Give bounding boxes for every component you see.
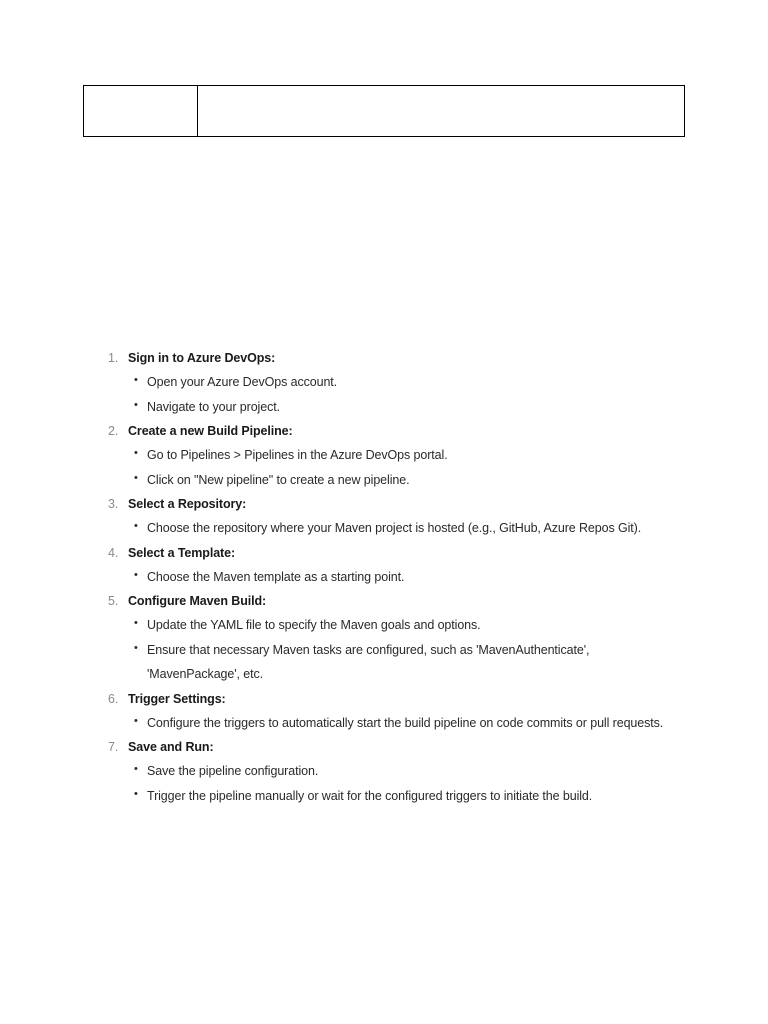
sub-list-item: • Click on "New pipeline" to create a new pipeline. [133, 468, 708, 493]
step-item [108, 735, 708, 808]
step-title: Trigger Settings: [128, 691, 226, 706]
sub-list-item: • Trigger the pipeline manually or wait for the configured triggers to initiate the build. [133, 784, 708, 809]
sub-list-item: • Save the pipeline configuration. [133, 759, 708, 784]
step-title: Create a new Build Pipeline: [128, 424, 293, 438]
sub-list [108, 443, 708, 492]
bullet-icon: • [134, 398, 138, 411]
step-heading [108, 419, 708, 443]
step-number: 4. [108, 545, 119, 560]
bullet-icon: • [134, 714, 138, 727]
step-heading [108, 492, 708, 516]
step-item [108, 687, 708, 736]
sub-list [108, 516, 708, 541]
step-number: 2. [108, 424, 119, 438]
bullet-icon: • [134, 374, 138, 386]
step-item [108, 492, 708, 541]
step-number: 1. [108, 351, 119, 365]
step-item [108, 589, 708, 687]
sub-list [108, 565, 708, 590]
step-title: Select a Repository: [128, 497, 247, 511]
bullet-icon: • [134, 471, 138, 484]
sub-list [108, 759, 708, 808]
sub-list-item: • Update the YAML file to specify the Maven goals and options. [133, 613, 708, 638]
step-number: 7. [108, 740, 119, 754]
step-number: 5. [108, 594, 119, 608]
sub-list-item: • Navigate to your project. [133, 395, 708, 420]
sub-list [108, 711, 708, 736]
sub-list-item: • Open your Azure DevOps account. [133, 370, 708, 395]
bullet-icon: • [134, 787, 138, 800]
bullet-icon: • [134, 641, 138, 654]
step-heading [108, 346, 708, 370]
step-heading [108, 735, 708, 759]
sub-list-item: • Ensure that necessary Maven tasks are configured, such as 'MavenAuthenticate', 'MavenPackage', etc. [133, 638, 708, 687]
step-title: Configure Maven Build: [128, 594, 267, 608]
step-heading [108, 541, 708, 565]
bullet-icon: • [134, 568, 138, 581]
header-table-cell-right [198, 86, 684, 136]
header-table-cell-left [84, 86, 198, 136]
step-item [108, 541, 708, 590]
step-number: 6. [108, 691, 119, 706]
step-title: Sign in to Azure DevOps: [128, 351, 276, 365]
bullet-icon: • [134, 447, 138, 459]
sub-list [108, 613, 708, 687]
sub-list-item: • Choose the repository where your Maven project is hosted (e.g., GitHub, Azure Repos Git). [133, 516, 708, 541]
sub-list-item: • Configure the triggers to automatically start the build pipeline on code commits or pull requests. [133, 711, 708, 736]
bullet-icon: • [134, 617, 138, 629]
steps-list [108, 346, 708, 808]
step-heading [108, 687, 708, 711]
step-item [108, 419, 708, 492]
sub-list-item: • Go to Pipelines > Pipelines in the Azure DevOps portal. [133, 443, 708, 468]
step-heading [108, 589, 708, 613]
step-item [108, 346, 708, 419]
bullet-icon: • [134, 763, 138, 775]
bullet-icon: • [134, 520, 138, 532]
step-title: Save and Run: [128, 740, 214, 754]
sub-list [108, 370, 708, 419]
sub-list-item: • Choose the Maven template as a starting point. [133, 565, 708, 590]
step-number: 3. [108, 497, 119, 511]
header-table [83, 85, 685, 137]
step-title: Select a Template: [128, 545, 236, 560]
